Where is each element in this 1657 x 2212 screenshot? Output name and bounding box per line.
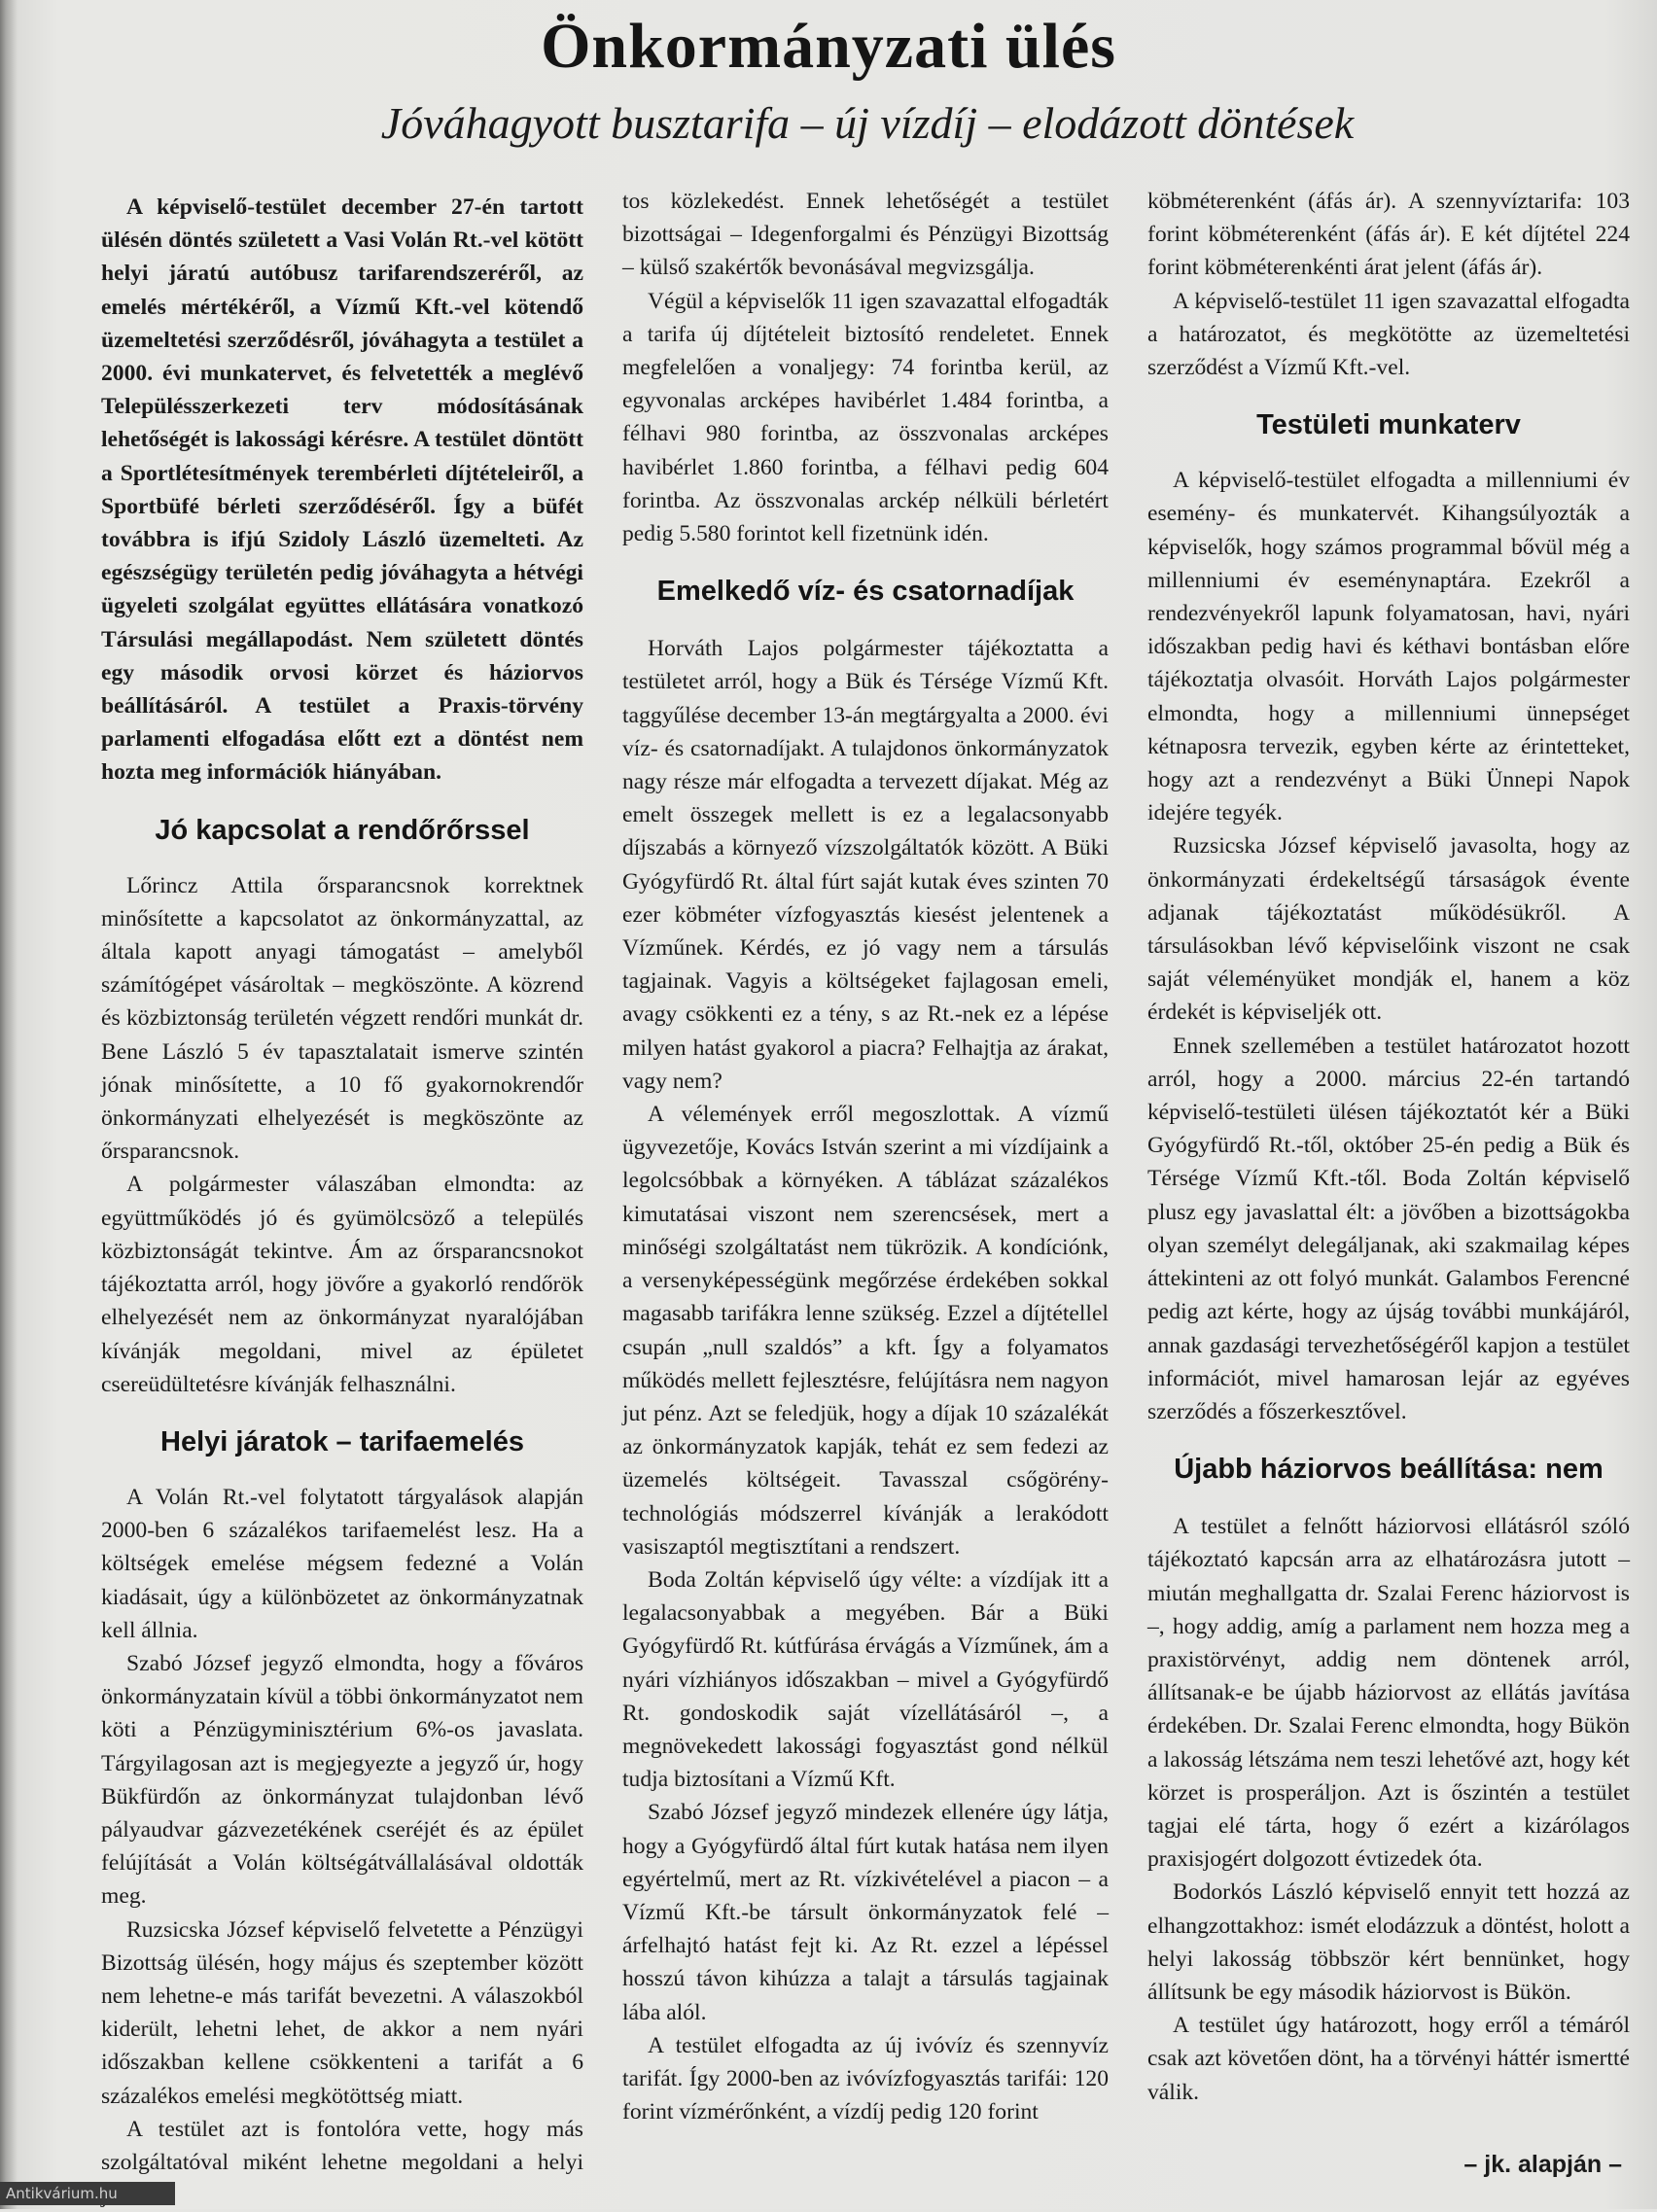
page-title: Önkormányzati ülés	[541, 11, 1116, 82]
paragraph: A képviselő-testület 11 igen szavazattal elfogadta a határozatot, és megkötötte az üzemeltetési szerződést a Vízmű Kft.-vel.	[1147, 288, 1630, 381]
lead-paragraph: A képviselő-testület december 27-én tartott ülésén döntés született a Vasi Volán Rt.-vel kötött helyi járatú autóbusz tarifarendszeréről, az emelés mértékéről, a Vízmű Kft.-vel kötendő üzemeltetési szerződésről, jóváhagyta a testület a 2000. évi munkatervet, és felvetették a meglévő Településszerkezeti terv módosításának lehetőségét is lakossági kérésre. A testület döntött a Sportlétesítmények terembérleti díjtételeiről, a Sportbüfé bérleti szerződéséről. Így a büfét továbbra is ifjú Szidoly László üzemelteti. Az egészségügy területén pedig jóváhagyta a hétvégi ügyeleti szolgálat együttes ellátására vonatkozó Társulási megállapodást. Nem született döntés egy második orvosi körzet és háziorvos beállításáról. A testület a Praxis-törvény parlamenti elfogadása előtt ezt a döntést nem hozta meg információk hiányában.	[101, 194, 583, 786]
paragraph: Ennek szellemében a testület határozatot hozott arról, hogy a 2000. március 22-én tartandó képviselő-testületi ülésen tájékoztatót kér a Büki Gyógyfürdő Rt.-től, október 25-én pedig a Bük és Térsége Vízmű Kft.-től. Boda Zoltán képviselő plusz egy javaslattal élt: a jövőben a bizottságokba olyan személyt delegáljanak, aki szakmailag képes áttekinteni az ott folyó munkát. Galambos Ferencné pedig azt kérte, hogy az újság további munkájáról, annak gazdasági tervezhetőségéről kapjon a testület információt, mivel hamarosan lejár az egyéves szerződés a főszerkesztővel.	[1147, 1033, 1630, 1424]
section-heading-local-buses: Helyi járatok – tarifaemelés	[160, 1425, 524, 1457]
paragraph: Boda Zoltán képviselő úgy vélte: a vízdíjak itt a legalacsonyabbak a megyében. Bár a Büki Gyógyfürdő Rt. kútfúrása érvágás a Vízműnek, ám a nyári vízhiányos időszakban – mivel a Gyógyfürdő Rt. gondoskodik saját vízellátásáról –, a megnövekedett lakossági fogyasztást gond nélkül tudja biztosítani a Vízmű Kft.	[622, 1566, 1109, 1793]
paragraph: A testület a felnőtt háziorvosi ellátásról szóló tájékoztató kapcsán arra az elhatározásra jutott – miután meghallgatta dr. Szalai Ferenc háziorvost is –, hogy addig, amíg a parlament nem hozza meg a praxistörvényt, addig nem döntenek arról, állítsanak-e be újabb háziorvost az ellátás javítása érdekében. Dr. Szalai Ferenc elmondta, hogy Bükön a lakosság létszáma nem teszi lehetővé azt, hogy két körzet is prosperáljon. Azt is őszintén a testület tagjai elé tárta, hogy ő ezért a kizárólagos praxisjogért dolgozott évtizedek óta.	[1147, 1514, 1630, 1873]
paragraph: Ruzsicska József képviselő felvetette a Pénzügyi Bizottság ülésén, hogy május és szeptember között nem lehetne-e más tarifát bevezetni. A válaszokból kiderült, lehetni lehet, de akkor a nem nyári időszakban kellene csökkenteni a tarifát a 6 százalékos emelési megkötöttség miatt.	[101, 1916, 583, 2109]
source-watermark: Antikvárium.hu	[0, 2182, 175, 2205]
author-signature: – jk. alapján –	[1463, 2151, 1622, 2178]
paragraph: Végül a képviselők 11 igen szavazattal elfogadták a tarifa új díjtételeit biztosító rendeletet. Ennek megfelelően a vonaljegy: 74 forintba kerül, az egyvonalas arcképes havibérlet 1.484 forintba, a félhavi 980 forintba, az összvonalas arcképes havibérlet 1.860 forintba, a félhavi pedig 604 forintba. Az összvonalas arckép nélküli bérletért pedig 5.580 forintot kell fizetnünk idén.	[622, 288, 1109, 547]
paragraph: A testület elfogadta az új ivóvíz és szennyvíz tarifát. Így 2000-ben az ivóvízfogyasztás tarifái: 120 forint vízmérőnként, a vízdíj pedig 120 forint	[622, 2032, 1109, 2125]
page-subtitle: Jóváhagyott busztarifa – új vízdíj – elodázott döntések	[380, 98, 1355, 148]
column-3	[1147, 185, 1630, 2109]
paragraph: Szabó József jegyző mindezek ellenére úgy látja, hogy a Gyógyfürdő által fúrt kutak hatása nem ilyen egyértelmű, mert az Rt. vízkivételével a piacon – a Vízmű Kft.-be társult önkormányzatok felé – árfelhajtó hatást fejt ki. Az Rt. ezzel a lépéssel hosszú távon kihúzza a talajt a társulás tagjainak lába alól.	[622, 1800, 1109, 2025]
paragraph: Lőrincz Attila őrsparancsnok korrektnek minősítette a kapcsolatot az önkormányzattal, az általa kapott anyagi támogatást – amelyből számítógépet vásároltak – megköszönte. A közrend és közbiztonság területén végzett rendőri munkát dr. Bene László 5 év tapasztalatait ismerve szintén jónak minősítette, a 10 fő gyakornokrendőr önkormányzati elhelyezését is megköszönte az őrsparancsnok.	[101, 872, 583, 1165]
paragraph: köbméterenként (áfás ár). A szennyvíztarifa: 103 forint köbméterenként (áfás ár). E két díjtétel 224 forint köbméterenkénti árat jelent (áfás ár).	[1147, 189, 1630, 281]
section-heading-gp: Újabb háziorvos beállítása: nem	[1174, 1454, 1604, 1486]
paragraph: A testület úgy határozott, hogy erről a témáról csak azt követően dönt, ha a törvényi háttér ismertté válik.	[1147, 2013, 1630, 2105]
paragraph: Ruzsicska József képviselő javasolta, hogy az önkormányzati érdekeltségű társaságok évente adjanak tájékoztatást működésükről. A társulásokban lévő képviselőink viszont ne csak saját véleményüket mondják el, hanem a köz érdekét is képviseljék ott.	[1147, 833, 1630, 1026]
paragraph: A vélemények erről megoszlottak. A vízmű ügyvezetője, Kovács István szerint a mi vízdíjaink a legolcsóbbak a környéken. A táblázat százalékos kimutatásai viszont nem szerencsések, mert a minőségi szolgáltatást nem tükrözik. A kondíciónk, a versenyképességünk megőrzése érdekében sokkal magasabb tarifákra lenne szükség. Ezzel a díjtétellel csupán „null szaldós” a kft. Így a folyamatos működés mellett fejlesztésre, felújításra nem nagyon jut pénz. Azt se feledjük, hogy a díjak 10 százalékát az önkormányzatok kapják, tehát ez sem fedezi az üzemelés költségeit. Tavasszal csőgörény-technológiás módszerrel kívánják a lerakódott vasiszaptól megtisztítani a rendszert.	[622, 1102, 1109, 1560]
column-1	[101, 191, 583, 2212]
section-heading-water-fees: Emelkedő víz- és csatornadíjak	[656, 576, 1075, 608]
paragraph: A polgármester válaszában elmondta: az együttműködés jó és gyümölcsöző a település közbiztonságát tekintve. Ám az őrsparancsnokot tájékoztatta arról, hogy jövőre a gyakorló rendőrök elhelyezését nem az önkormányzat nyaralójában kívánják megoldani, mivel az épületet csereüdültetésre kívánják felhasználni.	[101, 1172, 583, 1397]
paragraph: Bodorkós László képviselő ennyit tett hozzá az elhangzottakhoz: ismét elodázzuk a döntést, holott a helyi lakosság többször kért bennünket, hogy állítsunk be egy második háziorvost is Bükön.	[1147, 1879, 1630, 2005]
paragraph: A képviselő-testület elfogadta a millenniumi év esemény- és munkatervét. Kihangsúlyozták a képviselők, hogy számos programmal bővül még a millenniumi év eseménynaptára. Ezekről a rendezvényekről lapunk folyamatosan, havi, nyári időszakban pedig havi és kéthavi bontásban előre tájékoztatja olvasóit. Horváth Lajos polgármester elmondta, hogy a millenniumi ünnepséget kétnaposra tervezik, egyben kérte az érintetteket, hogy azt a rendezvényt a Büki Ünnepi Napok idejére tegyék.	[1147, 468, 1630, 826]
paragraph: Horváth Lajos polgármester tájékoztatta a testületet arról, hogy a Bük és Térsége Vízmű Kft. taggyűlése december 13-án megtárgyalta a 2000. évi víz- és csatornadíjakt. A tulajdonos önkormányzatok nagy része már elfogadta a tervezett díjakat. Még az emelt összegek mellett is ez a legalacsonyabb díjszabás a környező vízszolgáltatók között. A Büki Gyógyfürdő Rt. által fúrt saját kutak éves szinten 70 ezer köbméter vízfogyasztás kiesést jelentenek a Vízműnek. Kérdés, ez jó vagy nem a társulás tagjainak. Vagyis a költségeket fajlagosan emeli, avagy csökkenti ez a tény, s az Rt.-nek ez a lépése milyen hatást gyakorol a piacra? Felhajtja az árakat, vagy nem?	[622, 636, 1109, 1094]
paragraph: Szabó József jegyző elmondta, hogy a főváros önkormányzatain kívül a többi önkormányzatot nem köti a Pénzügyminisztérium 6%-os javaslata. Tárgyilagosan azt is megjegyezte a jegyző úr, hogy Bükfürdőn az önkormányzat tulajdonban lévő pályaudvar gázvezetékének cseréjét és az épület felújítását a Volán költségátvállalásával oldották meg.	[101, 1650, 583, 1910]
paragraph: A testület azt is fontolóra vette, hogy más szolgáltatóval miként lehetne megoldani a helyi	[101, 2116, 583, 2175]
section-heading-police: Jó kapcsolat a rendőrőrssel	[155, 814, 530, 846]
column-2	[622, 185, 1109, 2128]
section-heading-work-plan: Testületi munkaterv	[1256, 409, 1521, 441]
paragraph: tos közlekedést. Ennek lehetőségét a testület bizottságai – Idegenforgalmi és Pénzügyi Bizottság – külső szakértők bevonásával megvizsgálja.	[622, 189, 1109, 281]
paragraph: A Volán Rt.-vel folytatott tárgyalások alapján 2000-ben 6 százalékos tarifaemelést lesz. Ha a költségek emelése mégsem fedezné a Volán kiadásait, úgy a különbözetet az önkormányzatnak kell állnia.	[101, 1484, 583, 1643]
